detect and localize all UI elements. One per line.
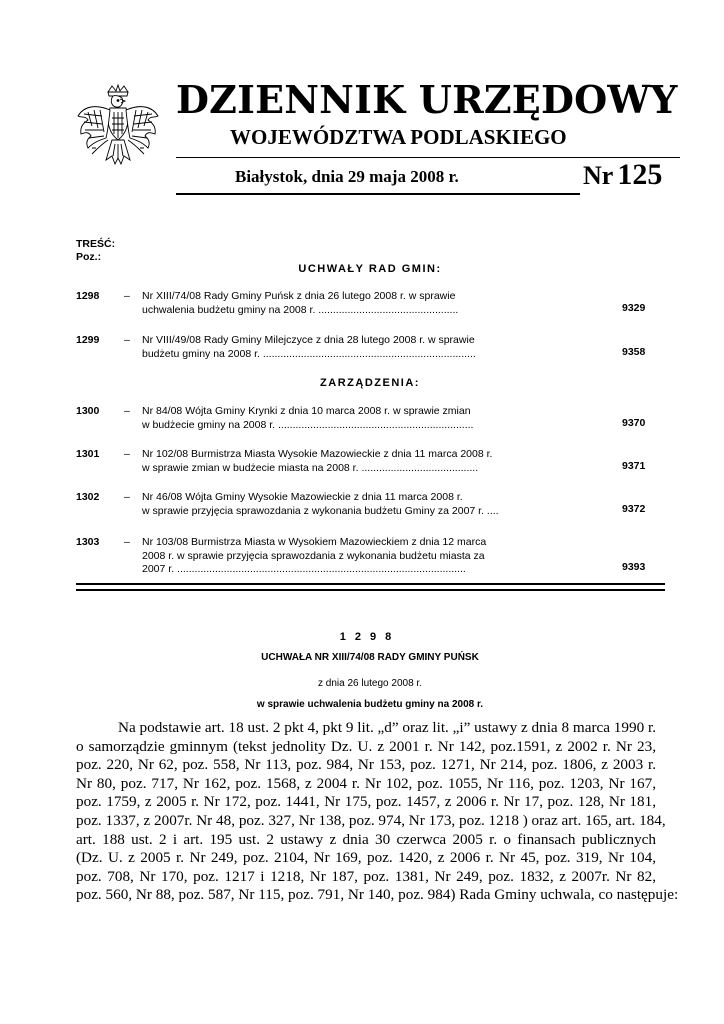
toc-entry-line: Nr 46/08 Wójta Gminy Wysokie Mazowieckie z dnia 11 marca 2008 r. bbox=[142, 491, 463, 503]
toc-entry-page: 9329 bbox=[622, 302, 646, 314]
toc-end-rule bbox=[76, 583, 665, 585]
toc-entry-line: uchwalenia budżetu gminy na 2008 r. ................................................ bbox=[142, 303, 459, 316]
toc-entry-line: 2007 r. ................................................................................................... bbox=[142, 563, 466, 575]
toc-pos-label: Poz.: bbox=[76, 251, 102, 263]
toc-entry-line: w budżecie gminy na 2008 r. ................................................................... bbox=[142, 418, 474, 431]
toc-entry[interactable] bbox=[76, 536, 646, 577]
toc-entry[interactable] bbox=[76, 334, 646, 362]
toc-entry-line: Nr 103/08 Burmistrza Miasta w Wysokiem Mazowieckiem z dnia 12 marca bbox=[142, 536, 487, 548]
toc-entry-text bbox=[142, 334, 540, 361]
masthead-divider bbox=[176, 157, 680, 158]
toc-section-title: ZARZĄDZENIA: bbox=[320, 377, 420, 389]
toc-section-title: UCHWAŁY RAD GMIN: bbox=[298, 263, 442, 275]
toc-entry-line: w sprawie przyjęcia sprawozdania z wykonania budżetu Gminy za 2007 r. .... bbox=[142, 504, 499, 517]
toc-entry-text bbox=[142, 290, 540, 317]
toc-entry-number: 1302 bbox=[76, 491, 100, 503]
eagle-emblem-icon bbox=[72, 82, 164, 178]
issue-number-value: 125 bbox=[617, 158, 663, 191]
toc-entry-dash: – bbox=[124, 491, 130, 503]
toc-entry-dash: – bbox=[124, 334, 130, 346]
toc-entry-text bbox=[142, 405, 540, 432]
toc-end-rule bbox=[76, 589, 665, 591]
toc-entry-line: Nr VIII/49/08 Rady Gminy Milejczyce z dnia 28 lutego 2008 r. w sprawie bbox=[142, 334, 475, 346]
article-body bbox=[76, 719, 679, 905]
toc-entry-number: 1299 bbox=[76, 334, 100, 346]
body-line: Na podstawie art. 18 ust. 2 pkt 4, pkt 9 lit. „d” oraz lit. „i” ustawy z dnia 8 marca 1990 r. bbox=[118, 719, 656, 736]
toc-entry-dash: – bbox=[124, 290, 130, 302]
article-subject: w sprawie uchwalenia budżetu gminy na 2008 r. bbox=[256, 699, 484, 710]
body-line: poz. 708, Nr 170, poz. 1217 i 1218, Nr 187, poz. 1381, Nr 249, poz. 1832, z 2007r. Nr 82, bbox=[76, 867, 656, 885]
toc-entry[interactable] bbox=[76, 491, 646, 519]
toc-entry-number: 1300 bbox=[76, 405, 100, 417]
toc-entry-number: 1303 bbox=[76, 536, 100, 548]
body-line: poz. 1759, z 2005 r. Nr 172, poz. 1441, Nr 175, poz. 1457, z 2006 r. Nr 17, poz. 128, Nr 181, bbox=[76, 793, 656, 811]
toc-entry[interactable] bbox=[76, 290, 646, 318]
toc-entry-page: 9393 bbox=[622, 561, 646, 573]
publication-title: DZIENNIK URZĘDOWY bbox=[176, 77, 678, 122]
toc-entry-text bbox=[142, 491, 540, 518]
issue-underline bbox=[176, 193, 580, 195]
toc-entry-line: Nr XIII/74/08 Rady Gminy Puńsk z dnia 26 lutego 2008 r. w sprawie bbox=[142, 290, 456, 302]
toc-entry-text bbox=[142, 448, 540, 475]
toc-entry-dash: – bbox=[124, 448, 130, 460]
toc-entry-page: 9370 bbox=[622, 417, 646, 429]
toc-entry-number: 1298 bbox=[76, 290, 100, 302]
body-line: o samorządzie gminnym (tekst jednolity Dz. U. z 2001 r. Nr 142, poz.1591, z 2002 r. Nr 23, bbox=[76, 737, 656, 755]
article-title: UCHWAŁA NR XIII/74/08 RADY GMINY PUŃSK bbox=[261, 652, 479, 663]
toc-entry-dash: – bbox=[124, 536, 130, 548]
toc-entry[interactable] bbox=[76, 405, 646, 433]
publication-subtitle: WOJEWÓDZTWA PODLASKIEGO bbox=[230, 125, 567, 149]
toc-entry-page: 9358 bbox=[622, 346, 646, 358]
toc-entry-text bbox=[142, 536, 540, 577]
body-line: (Dz. U. z 2005 r. Nr 249, poz. 2104, Nr 169, poz. 1420, z 2006 r. Nr 45, poz. 319, Nr 104, bbox=[76, 849, 656, 867]
toc-entry-line: w sprawie zmian w budżecie miasta na 2008 r. ........................................ bbox=[142, 461, 479, 474]
toc-entry-number: 1301 bbox=[76, 448, 100, 460]
article-position-number: 1298 bbox=[339, 631, 401, 643]
issue-number-label: Nr bbox=[583, 161, 614, 190]
toc-entry-line: 2008 r. w sprawie przyjęcia sprawozdania z wykonania budżetu miasta za bbox=[142, 549, 485, 562]
toc-entry-page: 9372 bbox=[622, 503, 646, 515]
body-line: Nr 80, poz. 717, Nr 162, poz. 1568, z 2004 r. Nr 102, poz. 1055, Nr 116, poz. 1203, Nr 167, bbox=[76, 774, 656, 792]
article-date: z dnia 26 lutego 2008 r. bbox=[318, 678, 422, 689]
toc-entry-dash: – bbox=[124, 405, 130, 417]
issue-number bbox=[583, 160, 662, 195]
toc-entry-page: 9371 bbox=[622, 460, 646, 472]
body-line: poz. 1337, z 2007r. Nr 48, poz. 327, Nr 138, poz. 974, Nr 173, poz. 1218 ) oraz art. 165, art. 184, bbox=[76, 811, 666, 829]
toc-entry-line: budżetu gminy na 2008 r. ......................................................................... bbox=[142, 347, 476, 360]
issue-place-date: Białystok, dnia 29 maja 2008 r. bbox=[235, 167, 459, 186]
body-line: poz. 560, Nr 88, poz. 587, Nr 115, poz. 791, Nr 140, poz. 984) Rada Gminy uchwala, co następuje: bbox=[76, 886, 679, 904]
toc-entry-line: Nr 84/08 Wójta Gminy Krynki z dnia 10 marca 2008 r. w sprawie zmian bbox=[142, 405, 471, 417]
toc-entry-line: Nr 102/08 Burmistrza Miasta Wysokie Mazowieckie z dnia 11 marca 2008 r. bbox=[142, 448, 493, 460]
body-line: poz. 220, Nr 62, poz. 558, Nr 113, poz. 984, Nr 153, poz. 1271, Nr 214, poz. 1806, z 2003 r. bbox=[76, 756, 656, 774]
toc-entry[interactable] bbox=[76, 448, 646, 476]
toc-heading: TREŚĆ: bbox=[76, 238, 116, 250]
body-line: art. 188 ust. 2 i art. 195 ust. 2 ustawy z dnia 30 czerwca 2005 r. o finansach publicznych bbox=[76, 830, 656, 848]
